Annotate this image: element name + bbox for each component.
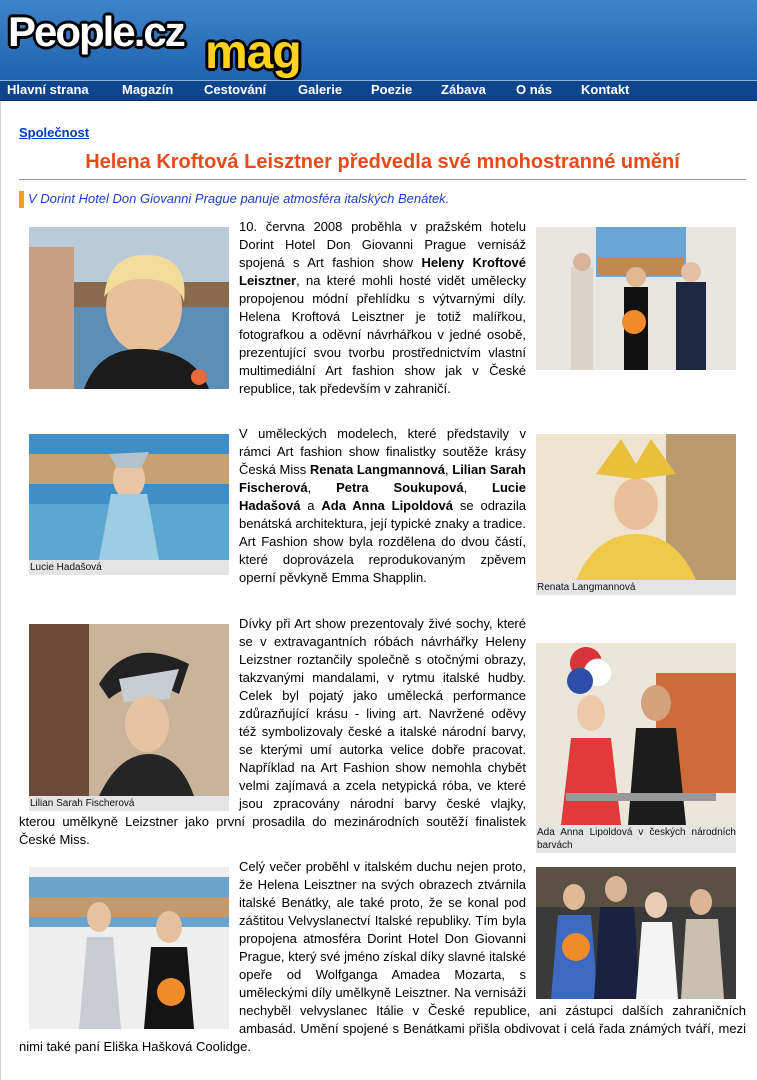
photo-4-left[interactable] bbox=[29, 867, 229, 1029]
photo-2-left[interactable] bbox=[29, 434, 229, 575]
photo-4-right[interactable] bbox=[536, 867, 736, 999]
site-header bbox=[0, 0, 757, 80]
paragraph-1-name-helena: Heleny Kroftové Leisztner bbox=[239, 255, 526, 288]
nav-item-zabava[interactable]: Zábava bbox=[441, 82, 486, 97]
photo-caption-renata: Renata Langmannová bbox=[536, 580, 736, 595]
lead-marker bbox=[19, 191, 24, 208]
photo-1-left[interactable] bbox=[29, 227, 229, 389]
paragraph-4-text: Celý večer proběhl v italském duchu nejen proto, že Helena Leisztner na svých obrazech ztvárnila italské Benátky, ale také proto, že se konal pod záštitou Velvyslanectví Italské republiky. Tím byla propojena atmosféra Dorint Hotel Don Giovanni Prague, který své jméno získal díky slavné italské opeře od Wolfganga Amadea Mozarta, s uměleckými díly umělkyně Leisztner. Na vernisáži nechyběl velvyslanec Itálie v České republice, ani zástupci dalších zahraničních ambasád. Umění spojené s Benátkami přišla obdivovat i celá řada známých tváří, mezi nimi také paní Eliška Hašková Coolidge. bbox=[19, 859, 746, 1054]
photo-caption-lilian: Lilian Sarah Fischerová bbox=[29, 796, 229, 811]
article-lead: V Dorint Hotel Don Giovanni Prague panuje atmosféra italských Benátek. bbox=[28, 191, 450, 206]
paragraph-3-text: Dívky při Art show prezentovaly živé sochy, které se v extravagantních róbách návrhářky Heleny Leizstner roztančily společně s otočnými obrazy, takzvanými mandalami, v rytmu italské hudby. Celek byl pojatý jako umělecká performance zdůrazňující krásu - living art. Navržené oděvy též symbolizovaly české a italské národní barvy, se kterými umí autorka velice dobře pracovat. Například na Art Fashion show nemohla chybět velmi zajímavá a zcela netypická róba, ve které jsou zpracovány národní barvy české vlajky, kterou umělkyně Leizstner jako první prosadila do mezinárodních soutěží finalistek České Miss. bbox=[19, 616, 526, 847]
photo-3-left[interactable] bbox=[29, 624, 229, 811]
paragraph-2-text: se odrazila benátská architektura, její typické znaky a tradice. Art Fashion show byla rozdělena do dvou částí, které doprovázela reprodukovaným zpěvem operní pěvkyně Emma Shapplin. bbox=[239, 498, 526, 585]
helena-portrait-image bbox=[29, 227, 229, 389]
guests-group-image bbox=[536, 867, 736, 999]
article-paragraph-4 bbox=[19, 858, 746, 1056]
nav-item-galerie[interactable]: Galerie bbox=[298, 82, 343, 97]
title-divider bbox=[19, 179, 746, 180]
nav-item-cestovani[interactable]: Cestování bbox=[204, 82, 267, 97]
paragraph-2-name: Lucie Hadašová bbox=[239, 480, 526, 513]
article-paragraph-1 bbox=[19, 218, 746, 398]
ada-lipoldova-image bbox=[536, 643, 736, 825]
photo-2-right[interactable] bbox=[536, 434, 736, 595]
photo-caption-ada: Ada Anna Lipoldová v českých národních barvách bbox=[537, 827, 736, 851]
paragraph-2-name: Renata Langmannová bbox=[309, 462, 445, 477]
paragraph-2-text: , bbox=[307, 480, 337, 495]
paragraph-2-name: Petra Soukupová bbox=[336, 480, 464, 495]
logo-text-people: People.cz bbox=[8, 8, 184, 55]
photo-3-right[interactable] bbox=[536, 643, 736, 853]
renata-langmannova-image bbox=[536, 434, 736, 580]
main-navigation bbox=[0, 80, 757, 101]
paragraph-2-text: a bbox=[300, 498, 322, 513]
paragraph-1-text-a: 10. června 2008 proběhla v pražském hotelu Dorint Hotel Don Giovanni Prague vernisáž spojená s Art fashion show bbox=[239, 219, 526, 270]
nav-item-poezie[interactable]: Poezie bbox=[371, 82, 413, 97]
paragraph-2-text: , bbox=[444, 462, 453, 477]
nav-item-magazin[interactable]: Magazín bbox=[122, 82, 174, 97]
photo-1-right[interactable] bbox=[536, 227, 736, 370]
vernisage-speakers-image bbox=[536, 227, 736, 370]
paragraph-2-name: Ada Anna Lipoldová bbox=[321, 498, 454, 513]
nav-item-o-nas[interactable]: O nás bbox=[516, 82, 553, 97]
paragraph-2-name: Lilian Sarah Fischerová bbox=[239, 462, 526, 495]
article-content bbox=[0, 101, 757, 1080]
fashion-show-stage-image bbox=[29, 867, 229, 1029]
logo-text-mag: mag bbox=[205, 26, 301, 79]
article-paragraph-2 bbox=[19, 425, 746, 595]
paragraph-1-text-b: , na které mohli hosté vidět umělecky propojenou módní přehlídku s výtvarnými díly. Helena Kroftová Leisztner je totiž malířkou, fotografkou a oděvní návrhářkou v jedné osobě, prezentující svou tvorbu prostřednictvím vlastní multimediální Art fashion show jak v České republice, tak především v zahraničí. bbox=[239, 273, 526, 396]
lucie-hadasova-image bbox=[29, 434, 229, 560]
article-title: Helena Kroftová Leisztner předvedla své mnohostranné umění bbox=[85, 151, 680, 173]
paragraph-2-text: , bbox=[463, 480, 493, 495]
photo-caption-lucie: Lucie Hadašová bbox=[29, 560, 229, 575]
site-logo[interactable] bbox=[8, 8, 313, 79]
lilian-fischerova-image bbox=[29, 624, 229, 796]
section-link[interactable]: Společnost bbox=[19, 125, 90, 140]
nav-item-hlavni-strana[interactable]: Hlavní strana bbox=[7, 82, 89, 97]
paragraph-2-text: V uměleckých modelech, které představily v rámci Art fashion show finalistky soutěže krásy Česká Miss bbox=[239, 426, 526, 477]
article-paragraph-3 bbox=[19, 615, 746, 853]
nav-item-kontakt[interactable]: Kontakt bbox=[581, 82, 630, 97]
